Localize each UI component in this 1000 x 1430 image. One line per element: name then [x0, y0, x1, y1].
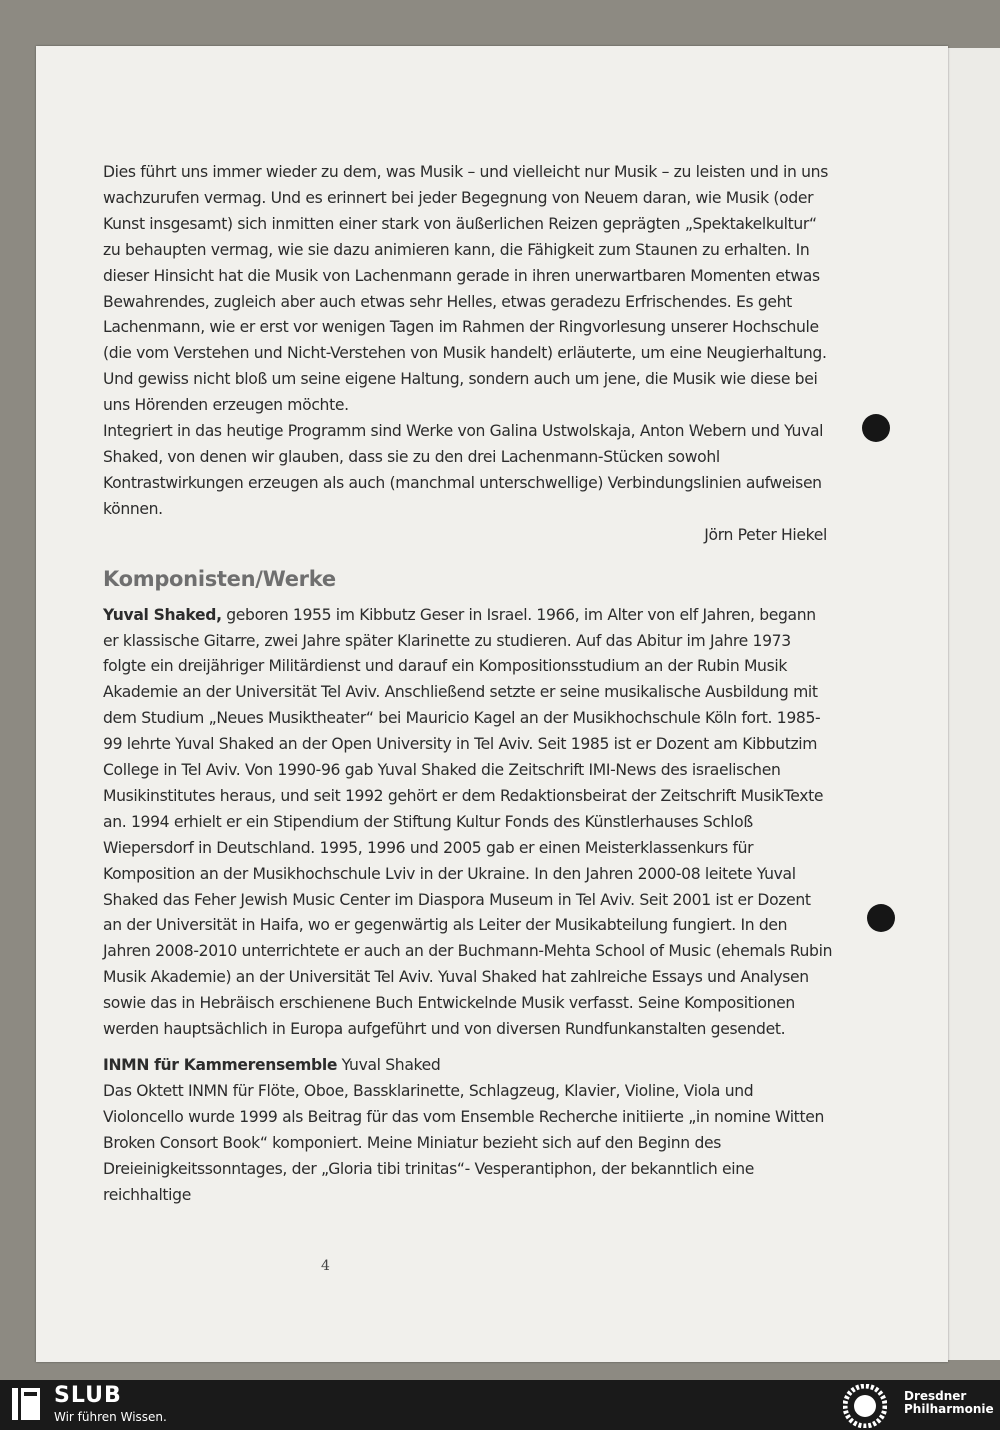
section-heading: Komponisten/Werke — [103, 566, 336, 591]
slub-logo-icon — [12, 1388, 40, 1420]
composer-bio-text: geboren 1955 im Kibbutz Geser in Israel. 1966, im Alter von elf Jahren, begann er klassische Gitarre, zwei Jahre später Klarinette zu studieren. Auf das Abitur im Jahre 1973 folgte ein dreijähriger Militärdienst und darauf ein Kompositionsstudium an der Rubin Musik Akademie an der Universität Tel Aviv. Anschließend setzte er seine musikalische Ausbildung mit dem Studium „Neues Musiktheater“ bei Mauricio Kagel an der Musikhochschule Köln fort. 1985-99 lehrte Yuval Shaked an der Open University in Tel Aviv. Seit 1985 ist er Dozent am Kibbutzim College in Tel Aviv. Von 1990-96 gab Yuval Shaked die Zeitschrift IMI-News des israelischen Musikinstitutes heraus, und seit 1992 gehört er dem Redaktionsbeirat der Zeitschrift MusikTexte an. 1994 erhielt er ein Stipendium der Stiftung Kultur Fonds des Künstlerhauses Schloß Wiepersdorf in Deutschland. 1995, 1996 und 2005 gab er einen Meisterklassenkurs für Komposition an der Musikhochschule Lviv in der Ukraine. In den Jahren 2000-08 leitete Yuval Shaked das Feher Jewish Music Center im Diaspora Museum in Tel Aviv. Seit 2001 ist er Dozent an der Universität in Haifa, wo er gegenwärtig als Leiter der Musikabteilung fungiert. In den Jahren 2008-2010 unterrichtete er auch an der Buchmann-Mehta School of Music (ehemals Rubin Musik Akademie) an der Universität Tel Aviv. Yuval Shaked hat zahlreiche Essays und Analysen sowie das in Hebräisch erschienene Buch Entwickelnde Musik verfasst. Seine Kompositionen werden hauptsächlich in Europa aufgeführt und von diversen Rundfunkanstalten gesendet. — [103, 605, 833, 1039]
page-number: 4 — [321, 1258, 330, 1274]
dresdner-philharmonie-name — [904, 1390, 994, 1416]
slub-tagline: Wir führen Wissen. — [54, 1410, 167, 1424]
intro-paragraph: Dies führt uns immer wieder zu dem, was Musik – und vielleicht nur Musik – zu leisten und in uns wachzurufen vermag. Und es erinnert bei jeder Begegnung von Neuem daran, wie Musik (oder Kunst insgesamt) sich inmitten einer stark von äußerlichen Reizen geprägten „Spektakelkultur“ zu behaupten vermag, wie sie dazu animieren kann, die Fähigkeit zum Staunen zu erhalten. In dieser Hinsicht hat die Musik von Lachenmann gerade in ihren unerwartbaren Momenten etwas Bewahrendes, zugleich aber auch etwas sehr Helles, etwas geradezu Erfrischendes. Es geht Lachenmann, wie er erst vor wenigen Tagen im Rahmen der Ringvorlesung unserer Hochschule (die vom Verstehen und Nicht-Verstehen von Musik handelt) erläuterte, um eine Neugierhaltung. Und gewiss nicht bloß um seine eigene Haltung, sondern auch um jene, die Musik wie diese bei uns Hörenden erzeugen möchte. — [103, 163, 828, 415]
slub-name: SLUB — [54, 1383, 122, 1408]
punch-hole — [867, 904, 895, 932]
footer-bar — [0, 1380, 1000, 1430]
composer-name: Yuval Shaked, — [103, 605, 222, 624]
work-title: INMN für Kammerensemble — [103, 1056, 338, 1074]
author-signature: Jörn Peter Hiekel — [704, 525, 827, 544]
work-composer: Yuval Shaked — [337, 1056, 441, 1074]
composer-bio — [103, 603, 833, 1043]
page-content — [103, 160, 833, 1208]
partner-name-line: Dresdner — [904, 1389, 967, 1403]
partner-name-line: Philharmonie — [904, 1402, 994, 1416]
work-description: Das Oktett INMN für Flöte, Oboe, Bassklarinette, Schlagzeug, Klavier, Violine, Viola und Violoncello wurde 1999 als Beitrag für das vom Ensemble Recherche initiierte „in nomine Witten Broken Consort Book“ komponiert. Meine Miniatur bezieht sich auf den Beginn des Dreieinigkeitssonntages, der „Gloria tibi trinitas“- Vesperantiphon, der bekanntlich eine reichhaltige — [103, 1081, 824, 1204]
work-heading — [103, 1053, 833, 1079]
punch-hole — [862, 414, 890, 442]
dresdner-philharmonie-logo-icon — [843, 1384, 887, 1428]
intro-paragraph: Integriert in das heutige Programm sind Werke von Galina Ustwolskaja, Anton Webern und Yuval Shaked, von denen wir glauben, dass sie zu den drei Lachenmann-Stücken sowohl Kontrastwirkungen erzeugen als auch (manchmal unterschwellige) Verbindungslinien aufweisen können. — [103, 422, 824, 518]
adjacent-page-edge — [948, 48, 1000, 1360]
